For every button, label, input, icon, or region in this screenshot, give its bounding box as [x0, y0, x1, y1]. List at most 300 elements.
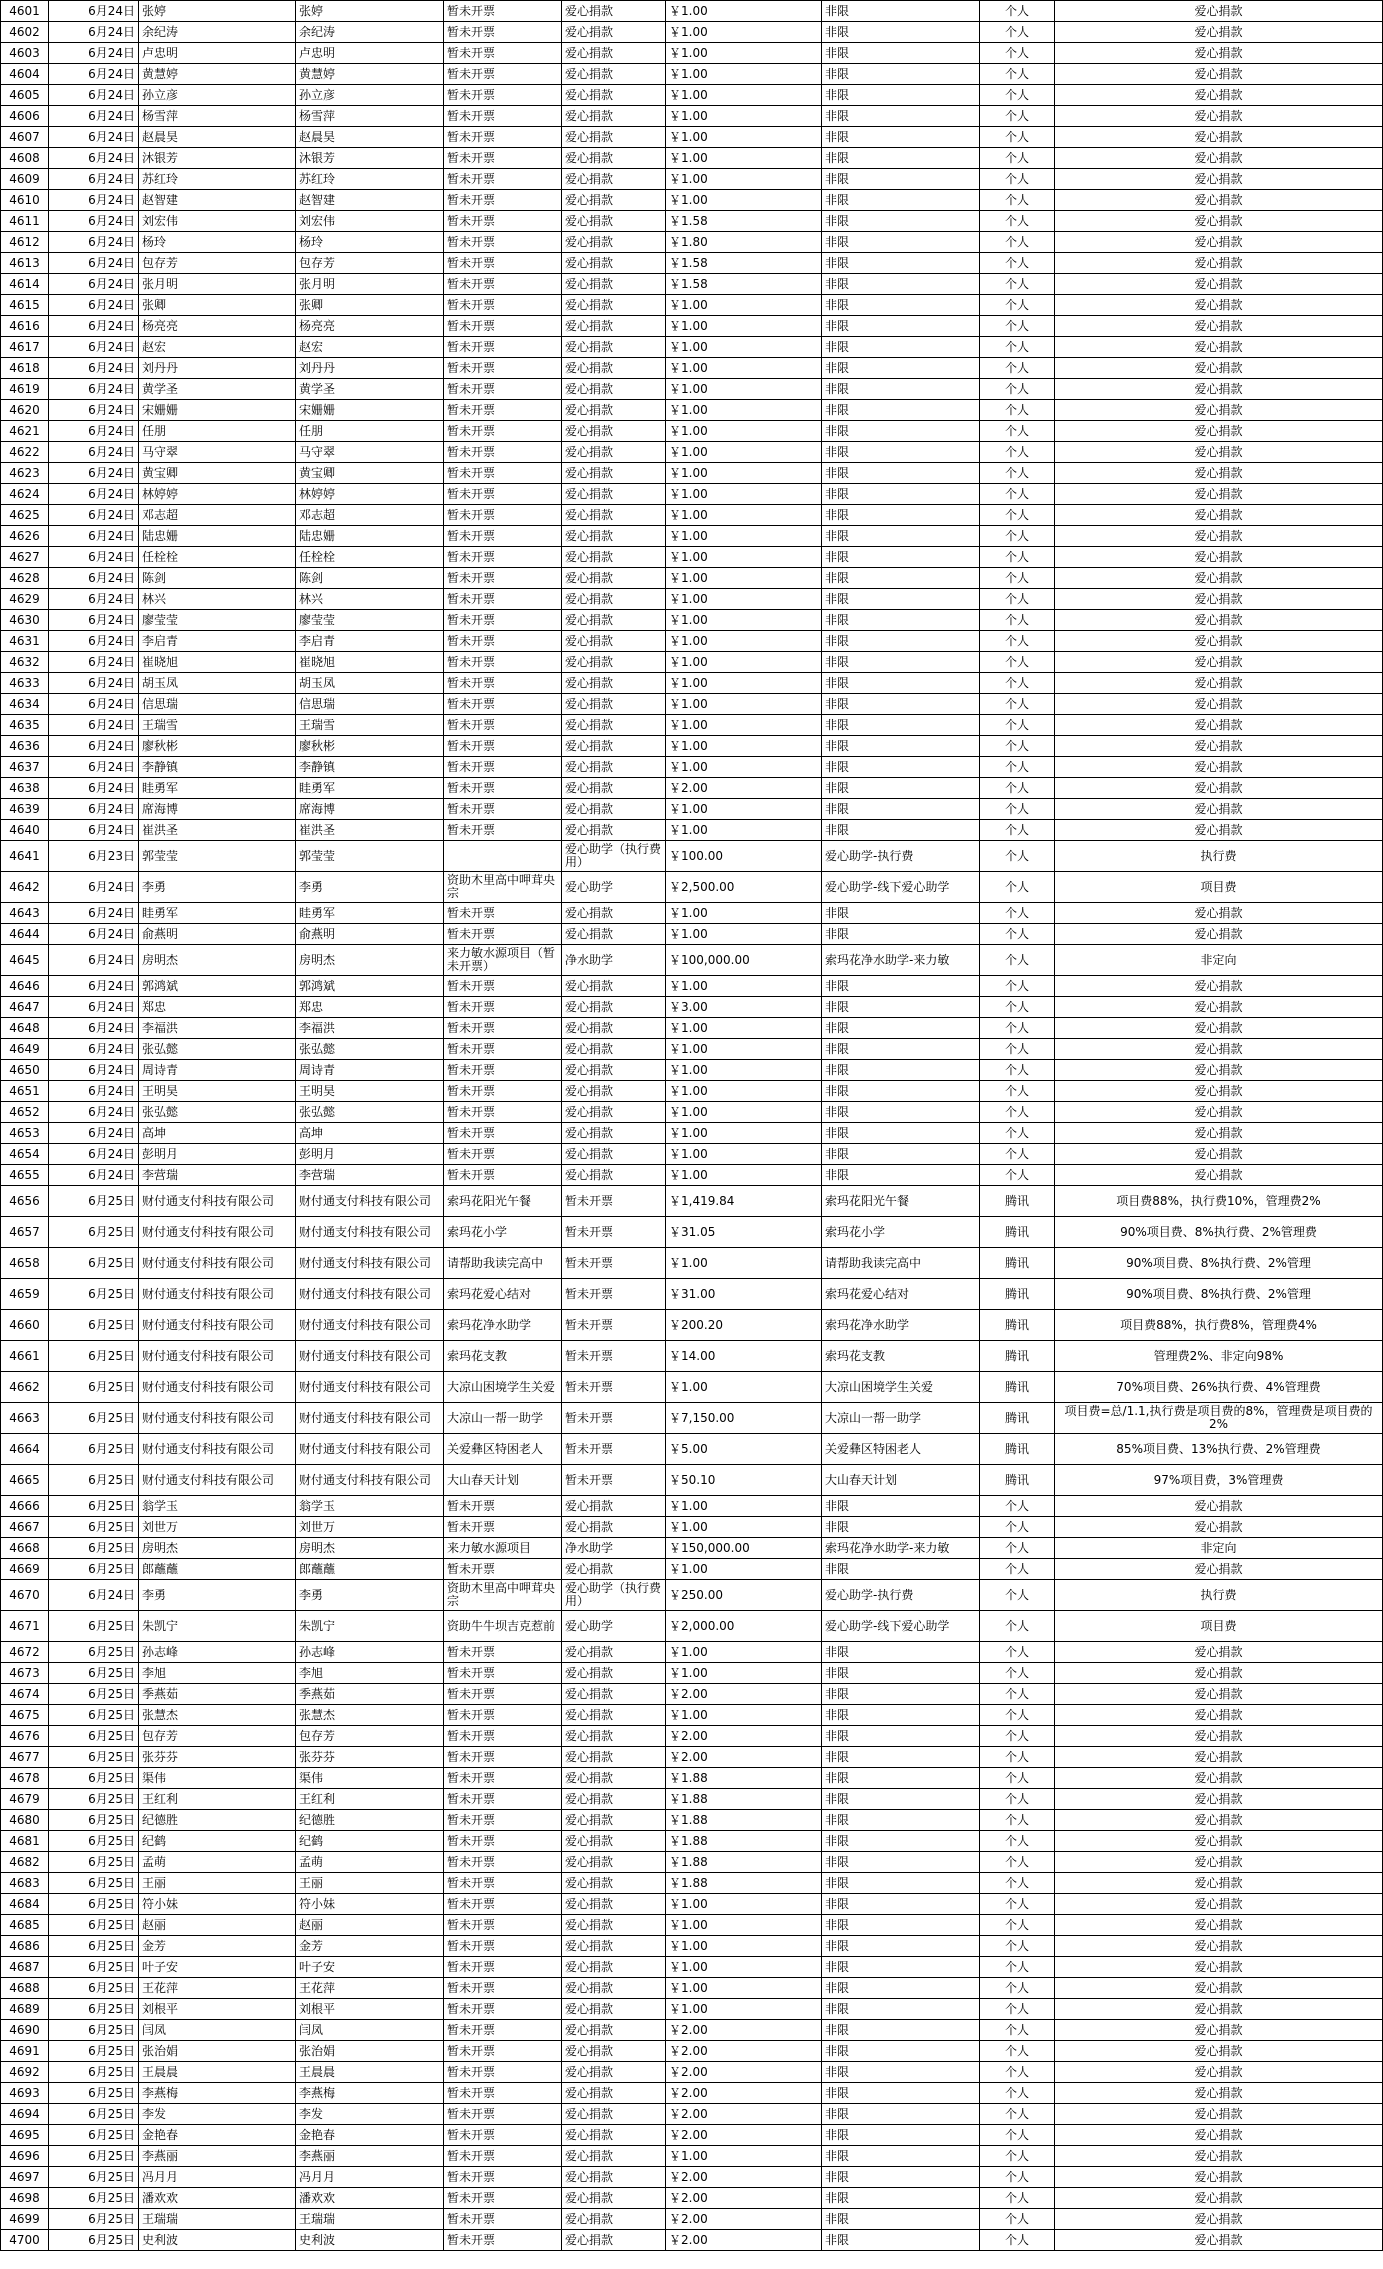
cell-date: 6月24日 — [49, 211, 139, 232]
cell-donor-type: 个人 — [980, 589, 1055, 610]
cell-invoice-name: 财付通支付科技有限公司 — [296, 1403, 444, 1434]
cell-donor-type: 个人 — [980, 1642, 1055, 1663]
cell-serial-number: 4616 — [1, 316, 49, 337]
cell-invoice-note: 暂未开票 — [444, 568, 562, 589]
cell-donation-type: 爱心捐款 — [562, 274, 666, 295]
cell-amount: ￥50.10 — [666, 1465, 822, 1496]
cell-invoice-note: 暂未开票 — [444, 64, 562, 85]
cell-donor-type: 个人 — [980, 463, 1055, 484]
cell-project: 非限 — [822, 2020, 980, 2041]
cell-allocation: 爱心捐款 — [1055, 2188, 1383, 2209]
cell-serial-number: 4699 — [1, 2209, 49, 2230]
cell-donor-type: 个人 — [980, 547, 1055, 568]
cell-donation-type: 爱心捐款 — [562, 1018, 666, 1039]
cell-invoice-name: 林婷婷 — [296, 484, 444, 505]
cell-allocation: 爱心捐款 — [1055, 1957, 1383, 1978]
cell-project: 非限 — [822, 1144, 980, 1165]
cell-date: 6月24日 — [49, 442, 139, 463]
cell-invoice-note: 暂未开票 — [444, 1705, 562, 1726]
cell-donation-type: 暂未开票 — [562, 1434, 666, 1465]
cell-allocation: 爱心捐款 — [1055, 232, 1383, 253]
cell-invoice-note: 暂未开票 — [444, 1747, 562, 1768]
cell-donor-type: 个人 — [980, 2104, 1055, 2125]
cell-serial-number: 4682 — [1, 1852, 49, 1873]
cell-allocation: 爱心捐款 — [1055, 1517, 1383, 1538]
cell-project: 非限 — [822, 976, 980, 997]
cell-invoice-name: 纪鹤 — [296, 1831, 444, 1852]
cell-invoice-name: 赵晨昊 — [296, 127, 444, 148]
cell-invoice-note: 暂未开票 — [444, 85, 562, 106]
cell-donation-type: 爱心捐款 — [562, 337, 666, 358]
cell-date: 6月25日 — [49, 2209, 139, 2230]
cell-donation-type: 爱心捐款 — [562, 64, 666, 85]
cell-donation-type: 爱心捐款 — [562, 1957, 666, 1978]
cell-date: 6月25日 — [49, 1915, 139, 1936]
cell-invoice-note: 暂未开票 — [444, 2167, 562, 2188]
cell-date: 6月24日 — [49, 610, 139, 631]
cell-donation-type: 爱心捐款 — [562, 652, 666, 673]
cell-allocation: 爱心捐款 — [1055, 253, 1383, 274]
cell-project: 非限 — [822, 232, 980, 253]
cell-donor: 高坤 — [139, 1123, 296, 1144]
cell-donation-type: 爱心捐款 — [562, 1747, 666, 1768]
cell-allocation: 90%项目费、8%执行费、2%管理 — [1055, 1279, 1383, 1310]
cell-allocation: 爱心捐款 — [1055, 976, 1383, 997]
cell-donation-type: 爱心助学（执行费用） — [562, 841, 666, 872]
cell-invoice-name: 闫凤 — [296, 2020, 444, 2041]
cell-invoice-note: 暂未开票 — [444, 337, 562, 358]
cell-serial-number: 4650 — [1, 1060, 49, 1081]
cell-donation-type: 爱心捐款 — [562, 232, 666, 253]
cell-amount: ￥1,419.84 — [666, 1186, 822, 1217]
cell-invoice-note: 暂未开票 — [444, 1559, 562, 1580]
cell-invoice-name: 孙立彦 — [296, 85, 444, 106]
cell-allocation: 爱心捐款 — [1055, 610, 1383, 631]
cell-donor-type: 个人 — [980, 1726, 1055, 1747]
cell-donation-type: 爱心捐款 — [562, 169, 666, 190]
cell-donor: 财付通支付科技有限公司 — [139, 1186, 296, 1217]
cell-donor: 潘欢欢 — [139, 2188, 296, 2209]
cell-amount: ￥1.00 — [666, 1915, 822, 1936]
cell-donor: 苏红玲 — [139, 169, 296, 190]
cell-date: 6月25日 — [49, 2167, 139, 2188]
cell-amount: ￥2.00 — [666, 778, 822, 799]
cell-invoice-name: 廖秋彬 — [296, 736, 444, 757]
cell-invoice-note: 暂未开票 — [444, 2020, 562, 2041]
cell-amount: ￥1.00 — [666, 22, 822, 43]
cell-project: 非限 — [822, 1, 980, 22]
table-row — [1, 2104, 1383, 2125]
cell-invoice-name: 杨亮亮 — [296, 316, 444, 337]
table-row — [1, 379, 1383, 400]
cell-invoice-name: 张婷 — [296, 1, 444, 22]
cell-amount: ￥2.00 — [666, 2188, 822, 2209]
cell-invoice-note: 暂未开票 — [444, 631, 562, 652]
cell-project: 非限 — [822, 64, 980, 85]
cell-serial-number: 4619 — [1, 379, 49, 400]
cell-invoice-note: 暂未开票 — [444, 106, 562, 127]
cell-invoice-note: 暂未开票 — [444, 1123, 562, 1144]
cell-invoice-name: 财付通支付科技有限公司 — [296, 1279, 444, 1310]
cell-date: 6月24日 — [49, 1018, 139, 1039]
cell-serial-number: 4675 — [1, 1705, 49, 1726]
cell-donor: 黄宝卿 — [139, 463, 296, 484]
cell-invoice-note: 暂未开票 — [444, 1496, 562, 1517]
cell-allocation: 执行费 — [1055, 841, 1383, 872]
cell-allocation: 项目费 — [1055, 872, 1383, 903]
cell-allocation: 爱心捐款 — [1055, 736, 1383, 757]
cell-donor: 任栓栓 — [139, 547, 296, 568]
cell-donor: 金芳 — [139, 1936, 296, 1957]
cell-project: 非限 — [822, 484, 980, 505]
cell-date: 6月25日 — [49, 2104, 139, 2125]
cell-serial-number: 4658 — [1, 1248, 49, 1279]
cell-allocation: 爱心捐款 — [1055, 400, 1383, 421]
table-row — [1, 903, 1383, 924]
cell-donation-type: 爱心捐款 — [562, 778, 666, 799]
cell-donor: 张慧杰 — [139, 1705, 296, 1726]
cell-donor: 杨雪萍 — [139, 106, 296, 127]
cell-donation-type: 爱心捐款 — [562, 589, 666, 610]
table-row — [1, 1684, 1383, 1705]
cell-donor-type: 个人 — [980, 736, 1055, 757]
cell-invoice-note: 暂未开票 — [444, 2062, 562, 2083]
cell-amount: ￥1.00 — [666, 1663, 822, 1684]
cell-amount: ￥1.00 — [666, 190, 822, 211]
cell-allocation: 85%项目费、13%执行费、2%管理费 — [1055, 1434, 1383, 1465]
cell-project: 非限 — [822, 43, 980, 64]
cell-invoice-note: 暂未开票 — [444, 1060, 562, 1081]
cell-amount: ￥1.00 — [666, 1705, 822, 1726]
cell-donor-type: 个人 — [980, 1747, 1055, 1768]
cell-allocation: 爱心捐款 — [1055, 1, 1383, 22]
cell-amount: ￥1.88 — [666, 1852, 822, 1873]
cell-donor: 财付通支付科技有限公司 — [139, 1465, 296, 1496]
cell-donor: 包存芳 — [139, 1726, 296, 1747]
cell-invoice-note: 暂未开票 — [444, 1165, 562, 1186]
cell-amount: ￥1.00 — [666, 1559, 822, 1580]
cell-serial-number: 4647 — [1, 997, 49, 1018]
cell-project: 非限 — [822, 2230, 980, 2251]
cell-amount: ￥1.00 — [666, 1999, 822, 2020]
cell-invoice-name: 财付通支付科技有限公司 — [296, 1434, 444, 1465]
cell-donor-type: 个人 — [980, 1517, 1055, 1538]
cell-serial-number: 4604 — [1, 64, 49, 85]
cell-donation-type: 爱心助学（执行费用） — [562, 1580, 666, 1611]
table-row — [1, 43, 1383, 64]
cell-allocation: 爱心捐款 — [1055, 421, 1383, 442]
cell-donor: 纪德胜 — [139, 1810, 296, 1831]
cell-donor-type: 腾讯 — [980, 1217, 1055, 1248]
cell-serial-number: 4629 — [1, 589, 49, 610]
cell-serial-number: 4676 — [1, 1726, 49, 1747]
cell-date: 6月25日 — [49, 1852, 139, 1873]
cell-donation-type: 爱心捐款 — [562, 400, 666, 421]
cell-amount: ￥1.00 — [666, 1, 822, 22]
cell-date: 6月24日 — [49, 1144, 139, 1165]
cell-donor: 林兴 — [139, 589, 296, 610]
cell-serial-number: 4630 — [1, 610, 49, 631]
cell-invoice-name: 张卿 — [296, 295, 444, 316]
cell-donor: 李静镇 — [139, 757, 296, 778]
cell-donation-type: 暂未开票 — [562, 1465, 666, 1496]
cell-date: 6月25日 — [49, 1831, 139, 1852]
cell-donor: 赵智建 — [139, 190, 296, 211]
cell-donor-type: 个人 — [980, 1559, 1055, 1580]
cell-invoice-note: 暂未开票 — [444, 22, 562, 43]
cell-serial-number: 4612 — [1, 232, 49, 253]
cell-donor-type: 个人 — [980, 148, 1055, 169]
cell-donor: 金艳春 — [139, 2125, 296, 2146]
cell-invoice-name: 李燕丽 — [296, 2146, 444, 2167]
cell-serial-number: 4642 — [1, 872, 49, 903]
cell-date: 6月24日 — [49, 505, 139, 526]
cell-invoice-note: 暂未开票 — [444, 1789, 562, 1810]
cell-invoice-note: 暂未开票 — [444, 1, 562, 22]
cell-invoice-note: 暂未开票 — [444, 2083, 562, 2104]
cell-donation-type: 爱心捐款 — [562, 2188, 666, 2209]
cell-allocation: 90%项目费、8%执行费、2%管理 — [1055, 1248, 1383, 1279]
cell-invoice-name: 李勇 — [296, 872, 444, 903]
cell-donation-type: 爱心捐款 — [562, 2041, 666, 2062]
cell-date: 6月25日 — [49, 1279, 139, 1310]
table-row — [1, 421, 1383, 442]
cell-donor: 郎蘸蘸 — [139, 1559, 296, 1580]
cell-donor-type: 个人 — [980, 358, 1055, 379]
cell-date: 6月25日 — [49, 1705, 139, 1726]
cell-amount: ￥1.00 — [666, 1060, 822, 1081]
cell-donor: 李福洪 — [139, 1018, 296, 1039]
cell-invoice-note: 暂未开票 — [444, 1957, 562, 1978]
cell-amount: ￥1.00 — [666, 715, 822, 736]
cell-amount: ￥1.00 — [666, 903, 822, 924]
cell-invoice-note: 暂未开票 — [444, 1978, 562, 1999]
cell-allocation: 爱心捐款 — [1055, 85, 1383, 106]
table-row — [1, 190, 1383, 211]
cell-project: 非限 — [822, 568, 980, 589]
cell-serial-number: 4623 — [1, 463, 49, 484]
cell-project: 非限 — [822, 337, 980, 358]
cell-date: 6月25日 — [49, 1465, 139, 1496]
cell-amount: ￥1.00 — [666, 421, 822, 442]
cell-serial-number: 4637 — [1, 757, 49, 778]
table-row — [1, 1039, 1383, 1060]
cell-donor: 王瑞瑞 — [139, 2209, 296, 2230]
cell-project: 爱心助学-执行费 — [822, 1580, 980, 1611]
cell-date: 6月25日 — [49, 1186, 139, 1217]
cell-serial-number: 4622 — [1, 442, 49, 463]
cell-donation-type: 爱心捐款 — [562, 1768, 666, 1789]
cell-donor: 赵宏 — [139, 337, 296, 358]
table-row — [1, 358, 1383, 379]
cell-donor: 俞燕明 — [139, 924, 296, 945]
cell-serial-number: 4638 — [1, 778, 49, 799]
cell-allocation: 项目费=总/1.1,执行费是项目费的8%，管理费是项目费的2% — [1055, 1403, 1383, 1434]
cell-invoice-note: 资助木里高中呷茸央宗 — [444, 872, 562, 903]
cell-serial-number: 4625 — [1, 505, 49, 526]
cell-donor-type: 个人 — [980, 211, 1055, 232]
table-row — [1, 211, 1383, 232]
cell-serial-number: 4690 — [1, 2020, 49, 2041]
cell-donor: 房明杰 — [139, 945, 296, 976]
cell-allocation: 非定向 — [1055, 1538, 1383, 1559]
cell-donation-type: 爱心捐款 — [562, 1894, 666, 1915]
cell-serial-number: 4700 — [1, 2230, 49, 2251]
cell-donor-type: 个人 — [980, 631, 1055, 652]
cell-donation-type: 爱心捐款 — [562, 85, 666, 106]
cell-date: 6月24日 — [49, 1060, 139, 1081]
cell-allocation: 爱心捐款 — [1055, 526, 1383, 547]
cell-invoice-note: 暂未开票 — [444, 589, 562, 610]
cell-donor-type: 个人 — [980, 757, 1055, 778]
table-row — [1, 1559, 1383, 1580]
cell-invoice-note: 暂未开票 — [444, 694, 562, 715]
cell-donor-type: 个人 — [980, 1123, 1055, 1144]
cell-date: 6月25日 — [49, 1894, 139, 1915]
cell-amount: ￥1.00 — [666, 736, 822, 757]
cell-date: 6月25日 — [49, 1403, 139, 1434]
cell-project: 非限 — [822, 295, 980, 316]
cell-donation-type: 暂未开票 — [562, 1403, 666, 1434]
cell-donation-type: 爱心捐款 — [562, 190, 666, 211]
cell-donor-type: 个人 — [980, 1611, 1055, 1642]
cell-donation-type: 暂未开票 — [562, 1217, 666, 1248]
table-row — [1, 2188, 1383, 2209]
cell-invoice-name: 张弘懿 — [296, 1039, 444, 1060]
table-row — [1, 1310, 1383, 1341]
cell-allocation: 爱心捐款 — [1055, 1747, 1383, 1768]
cell-allocation: 爱心捐款 — [1055, 1831, 1383, 1852]
cell-amount: ￥1.00 — [666, 400, 822, 421]
cell-donation-type: 爱心捐款 — [562, 484, 666, 505]
cell-allocation: 97%项目费，3%管理费 — [1055, 1465, 1383, 1496]
cell-invoice-name: 卢忠明 — [296, 43, 444, 64]
cell-invoice-note: 暂未开票 — [444, 1999, 562, 2020]
cell-donation-type: 爱心捐款 — [562, 22, 666, 43]
cell-invoice-name: 彭明月 — [296, 1144, 444, 1165]
cell-project: 非限 — [822, 1768, 980, 1789]
cell-donor: 财付通支付科技有限公司 — [139, 1248, 296, 1279]
cell-invoice-note: 暂未开票 — [444, 505, 562, 526]
cell-donor: 王明昊 — [139, 1081, 296, 1102]
cell-serial-number: 4679 — [1, 1789, 49, 1810]
cell-allocation: 爱心捐款 — [1055, 1165, 1383, 1186]
cell-donor: 张卿 — [139, 295, 296, 316]
cell-donor-type: 个人 — [980, 505, 1055, 526]
cell-donation-type: 净水助学 — [562, 1538, 666, 1559]
cell-amount: ￥7,150.00 — [666, 1403, 822, 1434]
table-row — [1, 1060, 1383, 1081]
cell-date: 6月25日 — [49, 2041, 139, 2062]
cell-project: 爱心助学-线下爱心助学 — [822, 872, 980, 903]
cell-invoice-name: 李营瑞 — [296, 1165, 444, 1186]
cell-invoice-name: 财付通支付科技有限公司 — [296, 1341, 444, 1372]
table-row — [1, 872, 1383, 903]
cell-donor-type: 个人 — [980, 484, 1055, 505]
cell-serial-number: 4687 — [1, 1957, 49, 1978]
table-row — [1, 1517, 1383, 1538]
cell-invoice-name: 眭勇军 — [296, 903, 444, 924]
cell-serial-number: 4615 — [1, 295, 49, 316]
cell-amount: ￥1.00 — [666, 127, 822, 148]
cell-amount: ￥1.00 — [666, 589, 822, 610]
cell-serial-number: 4640 — [1, 820, 49, 841]
cell-serial-number: 4643 — [1, 903, 49, 924]
cell-invoice-name: 任朋 — [296, 421, 444, 442]
cell-allocation: 爱心捐款 — [1055, 442, 1383, 463]
cell-invoice-name: 季燕茹 — [296, 1684, 444, 1705]
cell-amount: ￥31.00 — [666, 1279, 822, 1310]
cell-serial-number: 4649 — [1, 1039, 49, 1060]
cell-date: 6月24日 — [49, 526, 139, 547]
cell-donor-type: 个人 — [980, 945, 1055, 976]
cell-project: 非限 — [822, 1496, 980, 1517]
table-row — [1, 274, 1383, 295]
cell-donor-type: 个人 — [980, 1, 1055, 22]
cell-allocation: 爱心捐款 — [1055, 274, 1383, 295]
cell-donation-type: 暂未开票 — [562, 1372, 666, 1403]
cell-donor-type: 个人 — [980, 274, 1055, 295]
cell-project: 索玛花净水助学 — [822, 1310, 980, 1341]
cell-amount: ￥1.00 — [666, 547, 822, 568]
cell-donation-type: 爱心捐款 — [562, 421, 666, 442]
table-row — [1, 1915, 1383, 1936]
cell-allocation: 爱心捐款 — [1055, 1873, 1383, 1894]
cell-invoice-name: 李静镇 — [296, 757, 444, 778]
cell-donor: 李营瑞 — [139, 1165, 296, 1186]
cell-donation-type: 爱心捐款 — [562, 106, 666, 127]
cell-donation-type: 爱心捐款 — [562, 997, 666, 1018]
cell-serial-number: 4645 — [1, 945, 49, 976]
cell-date: 6月25日 — [49, 1768, 139, 1789]
cell-invoice-name: 李旭 — [296, 1663, 444, 1684]
cell-invoice-name: 叶子安 — [296, 1957, 444, 1978]
cell-serial-number: 4653 — [1, 1123, 49, 1144]
cell-project: 非限 — [822, 757, 980, 778]
cell-serial-number: 4660 — [1, 1310, 49, 1341]
cell-invoice-name: 李燕梅 — [296, 2083, 444, 2104]
cell-donor: 彭明月 — [139, 1144, 296, 1165]
cell-donation-type: 爱心捐款 — [562, 442, 666, 463]
cell-serial-number: 4673 — [1, 1663, 49, 1684]
cell-allocation: 爱心捐款 — [1055, 1852, 1383, 1873]
cell-project: 非限 — [822, 2167, 980, 2188]
cell-date: 6月24日 — [49, 190, 139, 211]
table-row — [1, 1999, 1383, 2020]
cell-amount: ￥250.00 — [666, 1580, 822, 1611]
cell-date: 6月24日 — [49, 631, 139, 652]
cell-serial-number: 4603 — [1, 43, 49, 64]
cell-project: 非限 — [822, 631, 980, 652]
cell-project: 非限 — [822, 1060, 980, 1081]
cell-amount: ￥100.00 — [666, 841, 822, 872]
cell-donor: 卢忠明 — [139, 43, 296, 64]
cell-serial-number: 4694 — [1, 2104, 49, 2125]
cell-donation-type: 暂未开票 — [562, 1310, 666, 1341]
cell-donor: 黄慧婷 — [139, 64, 296, 85]
cell-invoice-note: 暂未开票 — [444, 1684, 562, 1705]
cell-donor: 财付通支付科技有限公司 — [139, 1434, 296, 1465]
cell-project: 非限 — [822, 400, 980, 421]
cell-invoice-name: 符小妹 — [296, 1894, 444, 1915]
cell-donor-type: 个人 — [980, 610, 1055, 631]
cell-donor: 眭勇军 — [139, 778, 296, 799]
cell-allocation: 爱心捐款 — [1055, 694, 1383, 715]
table-row — [1, 1936, 1383, 1957]
cell-date: 6月24日 — [49, 715, 139, 736]
cell-allocation: 爱心捐款 — [1055, 1642, 1383, 1663]
cell-donor: 郭鸿斌 — [139, 976, 296, 997]
